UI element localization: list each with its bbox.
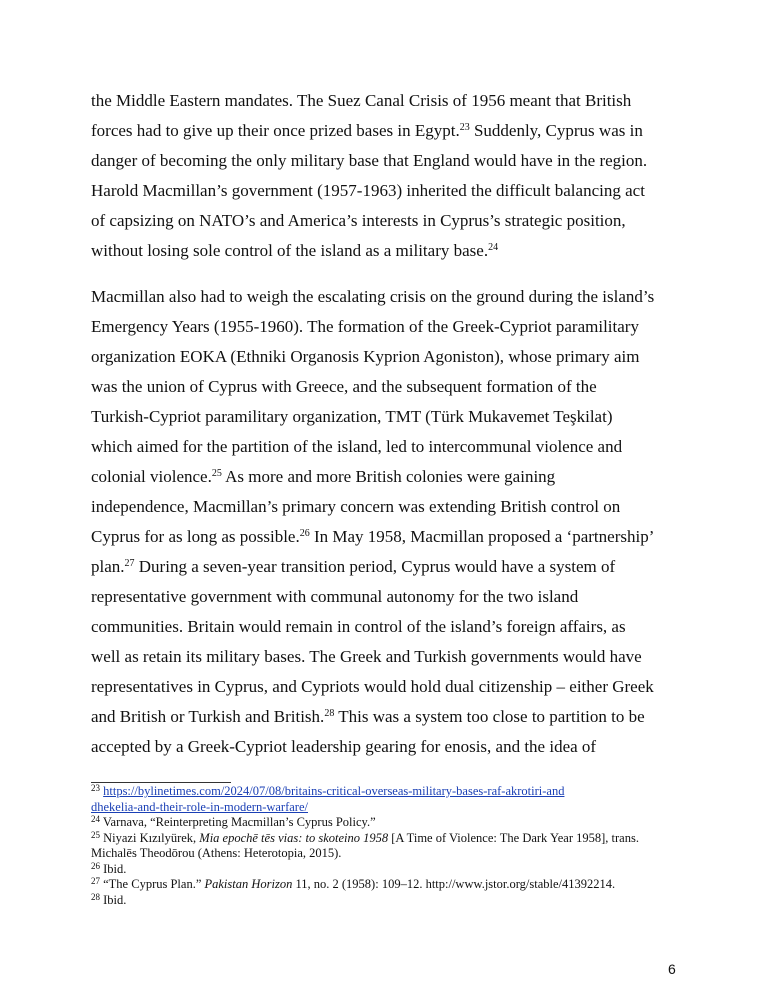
text-line: Emergency Years (1955-1960). The formation of the Greek-Cypriot paramilitary	[91, 317, 639, 336]
text-line: without losing sole control of the island as a military base.$^{24}$	[91, 241, 499, 260]
text-line: plan.$^{27}$ During a seven-year transition period, Cyprus would have a system of	[91, 557, 616, 576]
text-line: Macmillan also had to weigh the escalating crisis on the ground during the island’s	[91, 287, 655, 306]
footnote-23-link[interactable]: https://bylinetimes.com/2024/07/08/britains-critical-overseas-military-bases-raf-akrotiri-and	[103, 784, 565, 798]
footnote-ref-23[interactable]: 23	[459, 122, 470, 133]
text-line: danger of becoming the only military base that England would have in the region.	[91, 151, 648, 170]
paragraph-2	[91, 282, 685, 762]
footnote-23-continued	[91, 800, 691, 816]
text-line: accepted by a Greek-Cypriot leadership gearing for enosis, and the idea of	[91, 737, 597, 756]
footnote-25: $^{25}$ Niyazi Kızılyürek, Mia epochē tēs vias: to skoteino 1958 [A Time of Violence: The Dark Year 1958], trans.	[91, 829, 639, 845]
footnote-24: $^{24}$ Varnava, “Reinterpreting Macmillan’s Cyprus Policy.”	[91, 814, 376, 829]
footnote-23-link-continued[interactable]: dhekelia-and-their-role-in-modern-warfare/	[91, 799, 308, 814]
text-line: and British or Turkish and British.$^{28}$ This was a system too close to partition to be	[91, 707, 645, 726]
text-line: Harold Macmillan’s government (1957-1963) inherited the difficult balancing act	[91, 181, 645, 200]
footnote-ref-25[interactable]: 25	[211, 468, 222, 479]
footnote-23: $^{23}$ https://bylinetimes.com/2024/07/08/britains-critical-overseas-military-bases-raf-akrotiri-and	[91, 783, 565, 798]
footnote-26: $^{26}$ Ibid.	[91, 860, 127, 876]
text-line: Cyprus for as long as possible.$^{26}$ In May 1958, Macmillan proposed a ‘partnership’	[91, 527, 655, 546]
text-line: communities. Britain would remain in control of the island’s foreign affairs, as	[91, 617, 626, 636]
text-line: colonial violence.$^{25}$ As more and more British colonies were gaining	[91, 467, 556, 486]
footnote-ref-26[interactable]: 26	[299, 528, 310, 539]
text-line: representative government with communal autonomy for the two island	[91, 587, 579, 606]
text-line: which aimed for the partition of the island, led to intercommunal violence and	[91, 437, 623, 456]
paragraph-1	[91, 86, 685, 266]
text-line: organization EOKA (Ethniki Organosis Kyprion Agoniston), whose primary aim	[91, 347, 640, 366]
footnote-ref-27[interactable]: 27	[124, 558, 135, 569]
footnotes	[91, 784, 691, 908]
page-number: 6	[668, 961, 676, 977]
text-line: forces had to give up their once prized bases in Egypt.$^{23}$ Suddenly, Cyprus was in	[91, 121, 643, 140]
footnote-ref-28[interactable]: 28	[324, 708, 335, 719]
footnote-separator	[91, 782, 231, 783]
text-line: of capsizing on NATO’s and America’s interests in Cyprus’s strategic position,	[91, 211, 626, 230]
text-line: independence, Macmillan’s primary concern was extending British control on	[91, 497, 621, 516]
footnote-ref-24[interactable]: 24	[488, 242, 499, 253]
text-line: representatives in Cyprus, and Cypriots would hold dual citizenship – either Greek	[91, 677, 654, 696]
text-line: the Middle Eastern mandates. The Suez Canal Crisis of 1956 meant that British	[91, 91, 632, 110]
footnote-27: $^{27}$ “The Cyprus Plan.” Pakistan Horizon 11, no. 2 (1958): 109–12. http://www.jstor.org/stable/41392214.	[91, 876, 616, 891]
footnote-28: $^{28}$ Ibid.	[91, 891, 127, 907]
text-line: was the union of Cyprus with Greece, and the subsequent formation of the	[91, 377, 597, 396]
footnote-25-continued: Michalēs Theodōrou (Athens: Heterotopia, 2015).	[91, 846, 342, 860]
text-line: well as retain its military bases. The Greek and Turkish governments would have	[91, 647, 642, 666]
text-line: Turkish-Cypriot paramilitary organization, TMT (Türk Mukavemet Teşkilat)	[91, 407, 613, 426]
